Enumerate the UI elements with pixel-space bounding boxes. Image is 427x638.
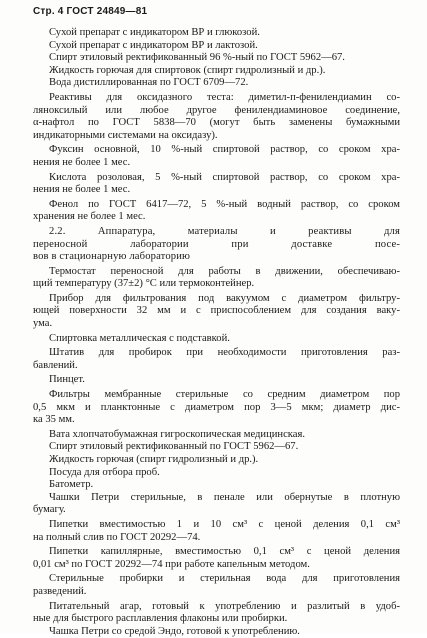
text-line: разведений. [33,585,87,597]
text-line: Жидкость горючая для спиртовок (спирт гидролизный и др.). [49,64,326,76]
text-line: вов в стационарную лабораторию [33,251,191,263]
text-line: ума. [33,318,53,330]
text-line: Фенол по ГОСТ 6417—72, 5 %-ный водный раствор, со сроком [49,198,400,210]
text-line: Прибор для фильтрования под вакуумом с диаметром фильтру- [49,292,400,304]
text-line: Сухой препарат с индикатором ВР и лактозой. [49,39,258,51]
text-line: бавлений. [33,359,78,371]
text-line: нения не более 1 мес. [33,156,131,168]
text-line: Пипетки капиллярные, вместимостью 0,1 см³ с ценой деления [49,546,400,558]
document-body [33,27,400,638]
text-line: Спирт этиловый ректификованный по ГОСТ 5962—67. [49,441,299,453]
text-line: переносной лаборатории при доставке посе- [33,238,400,250]
text-line: Чашки Петри стерильные, в пенале или обернутые в плотную [49,491,400,503]
text-line: нения не более 1 мес. [33,184,131,196]
text-line: индикаторными системами на оксидазу). [33,129,218,141]
text-line: Спиртовка металлическая с подставкой. [49,332,230,344]
text-line: на полный слив по ГОСТ 20292—74. [33,531,201,543]
text-line: Стерильные пробирки и стерильная вода для приготовления [49,573,400,585]
text-line: Фуксин основной, 10 %-ный спиртовой раствор, со сроком хра- [49,144,400,156]
text-line: Чашка Петри со средой Эндо, готовой к употреблению. [49,625,300,637]
text-line: ные для быстрого расплавления флаконы или пробирки. [33,613,288,625]
text-line: Штатив для пробирок при необходимости приготовления раз- [49,347,400,359]
text-line: Вата хлопчатобумажная гигроскопическая медицинская. [49,428,305,440]
text-line: щий температуру (37±2) °С или термоконтейнер. [33,278,255,290]
text-line: 2.2. Аппаратура, материалы и реактивы для [49,225,400,237]
text-line: Термостат переносной для работы в движении, обеспечиваю- [49,265,400,277]
text-line: ка 35 мм. [33,414,75,426]
text-line: бумагу. [33,504,66,516]
text-line: Жидкость горючая (спирт гидролизный и др.). [49,454,259,465]
text-line: ющей поверхности 32 мм и с приспособлением для создания ваку- [33,305,400,317]
text-line: Питательный агар, готовый к употреблению и разлитый в удоб- [49,600,400,612]
text-line: Спирт этиловый ректификованный 96 %-ный по ГОСТ 5962—67. [49,52,345,64]
text-line: Сухой препарат с индикатором ВР и глюкозой. [49,27,260,38]
text-line: Батометр. [49,479,94,491]
text-line: Пинцет. [49,374,85,386]
text-line: хранения не более 1 мес. [33,211,146,223]
text-line: Вода дистиллированная по ГОСТ 6709—72. [49,77,249,89]
text-line: Пипетки вместимостью 1 и 10 см³ с ценой деления 0,1 см³ [49,518,400,530]
text-line: Реактивы для оксидазного теста: диметил-п-фенилендиамин со- [49,91,400,103]
text-line: Кислота розоловая, 5 %-ный спиртовой раствор, со сроком хра- [49,171,400,183]
text-line: α-нафтол по ГОСТ 5838—70 (могут быть заменены бумажными [33,117,400,129]
text-line: 0,01 см³ по ГОСТ 20292—74 при работе капельным методом. [33,558,310,570]
text-line: ляноксилый или любое другое фенилендиаминовое соединение, [33,104,400,116]
text-line: Фильтры мембранные стерильные со средним диаметром пор [49,389,400,401]
text-line: Посуда для отбора проб. [49,466,160,478]
text-line: 0,5 мкм и планктонные с диаметром пор 3—5 мкм; диаметр дис- [33,401,400,413]
page-header: Стр. 4 ГОСТ 24849—81 [33,6,148,17]
